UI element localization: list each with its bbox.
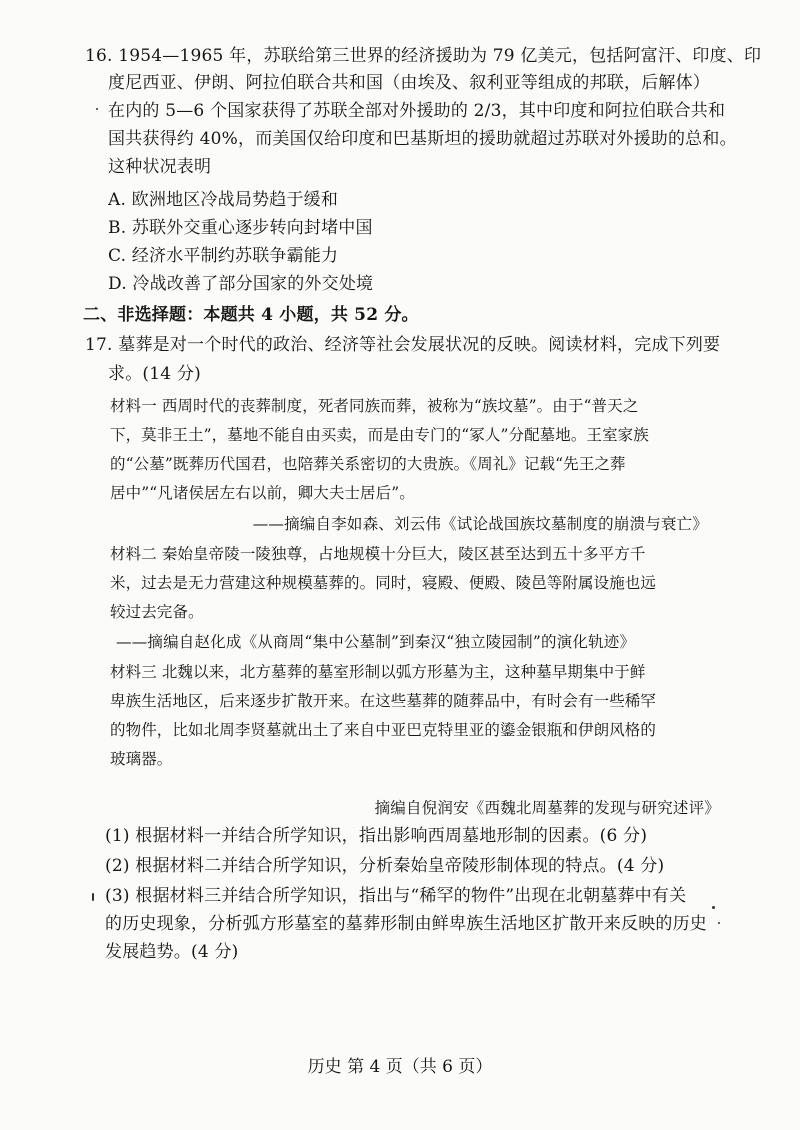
material-2-line-2: 米，过去是无力营建这种规模墓葬的。同时，寝殿、便殿、陵邑等附属设施也远 [110, 574, 657, 592]
material-1-line-2: 下，莫非王土”，墓地不能自由买卖，而是由专门的“冢人”分配墓地。王室家族 [110, 426, 649, 444]
page-footer: 历史 第 4 页（共 6 页） [307, 1057, 493, 1077]
scan-speck [92, 893, 94, 901]
scan-speck [718, 922, 720, 924]
material-1-source: ——摘编自李如森、刘云伟《试论战国族坟墓制度的崩溃与衰亡》 [252, 515, 708, 533]
sub-question-3-line-3: 发展趋势。(4 分) [105, 942, 239, 962]
material-1-line-1: 材料一 西周时代的丧葬制度，死者同族而葬，被称为“族坟墓”。由于“普天之 [110, 397, 639, 415]
q16-line-1: 16. 1954—1965 年，苏联给第三世界的经济援助为 79 亿美元，包括阿富汗、印度、印 [85, 46, 762, 66]
material-2-line-3: 较过去完备。 [110, 603, 204, 621]
material-1-line-4: 居中”“凡诸侯居左右以前，卿大夫士居后”。 [110, 484, 415, 502]
material-3-line-4: 玻璃器。 [110, 750, 173, 768]
sub-question-3-line-2: 的历史现象，分析弧方形墓室的墓葬形制由鲜卑族生活地区扩散开来反映的历史 [105, 914, 707, 934]
sub-question-3-line-1: (3) 根据材料三并结合所学知识，指出与“稀罕的物件”出现在北朝墓葬中有关 [105, 886, 687, 906]
q16-line-2: 度尼西亚、伊朗、阿拉伯联合共和国（由埃及、叙利亚等组成的邦联，后解体） [108, 73, 710, 93]
q17-stem-line-2: 求。(14 分) [108, 364, 201, 384]
q16-line-3: 在内的 5—6 个国家获得了苏联全部对外援助的 2/3，其中印度和阿拉伯联合共和 [108, 101, 726, 121]
material-3-line-1: 材料三 北魏以来，北方墓葬的墓室形制以弧方形墓为主，这种墓早期集中于鲜 [110, 663, 646, 681]
q17-stem-line-1: 17. 墓葬是对一个时代的政治、经济等社会发展状况的反映。阅读材料，完成下列要 [85, 335, 721, 355]
material-1-line-3: 的“公墓”既葬历代国君，也陪葬关系密切的大贵族。《周礼》记载“先王之葬 [110, 455, 626, 473]
q16-option-b: B. 苏联外交重心逐步转向封堵中国 [108, 218, 373, 238]
q16-option-c: C. 经济水平制约苏联争霸能力 [108, 246, 339, 266]
section-heading: 二、非选择题：本题共 4 小题，共 52 分。 [83, 305, 419, 325]
q16-option-d: D. 冷战改善了部分国家的外交处境 [108, 274, 374, 294]
material-3-source: 摘编自倪润安《西魏北周墓葬的发现与研究述评》 [374, 799, 720, 817]
material-3-line-2: 卑族生活地区，后来逐步扩散开来。在这些墓葬的随葬品中，有时会有一些稀罕 [110, 692, 657, 710]
sub-question-1: (1) 根据材料一并结合所学知识，指出影响西周墓地形制的因素。(6 分) [105, 826, 648, 846]
q16-line-5: 这种状况表明 [108, 157, 212, 177]
q16-option-a: A. 欧洲地区冷战局势趋于缓和 [108, 190, 339, 210]
material-3-line-3: 的物件，比如北周李贤墓就出土了来自中亚巴克特里亚的鎏金银瓶和伊朗风格的 [110, 721, 657, 739]
material-2-line-1: 材料二 秦始皇帝陵一陵独尊，占地规模十分巨大，陵区甚至达到五十多平方千 [110, 545, 646, 563]
scan-speck [712, 906, 715, 909]
q16-line-4: 国共获得约 40%，而美国仅给印度和巴基斯坦的援助就超过苏联对外援助的总和。 [108, 129, 737, 149]
scan-speck [96, 108, 98, 110]
material-2-source: ——摘编自赵化成《从商周“集中公墓制”到秦汉“独立陵园制”的演化轨迹》 [116, 633, 636, 651]
sub-question-2: (2) 根据材料二并结合所学知识，分析秦始皇帝陵形制体现的特点。(4 分) [105, 856, 665, 876]
